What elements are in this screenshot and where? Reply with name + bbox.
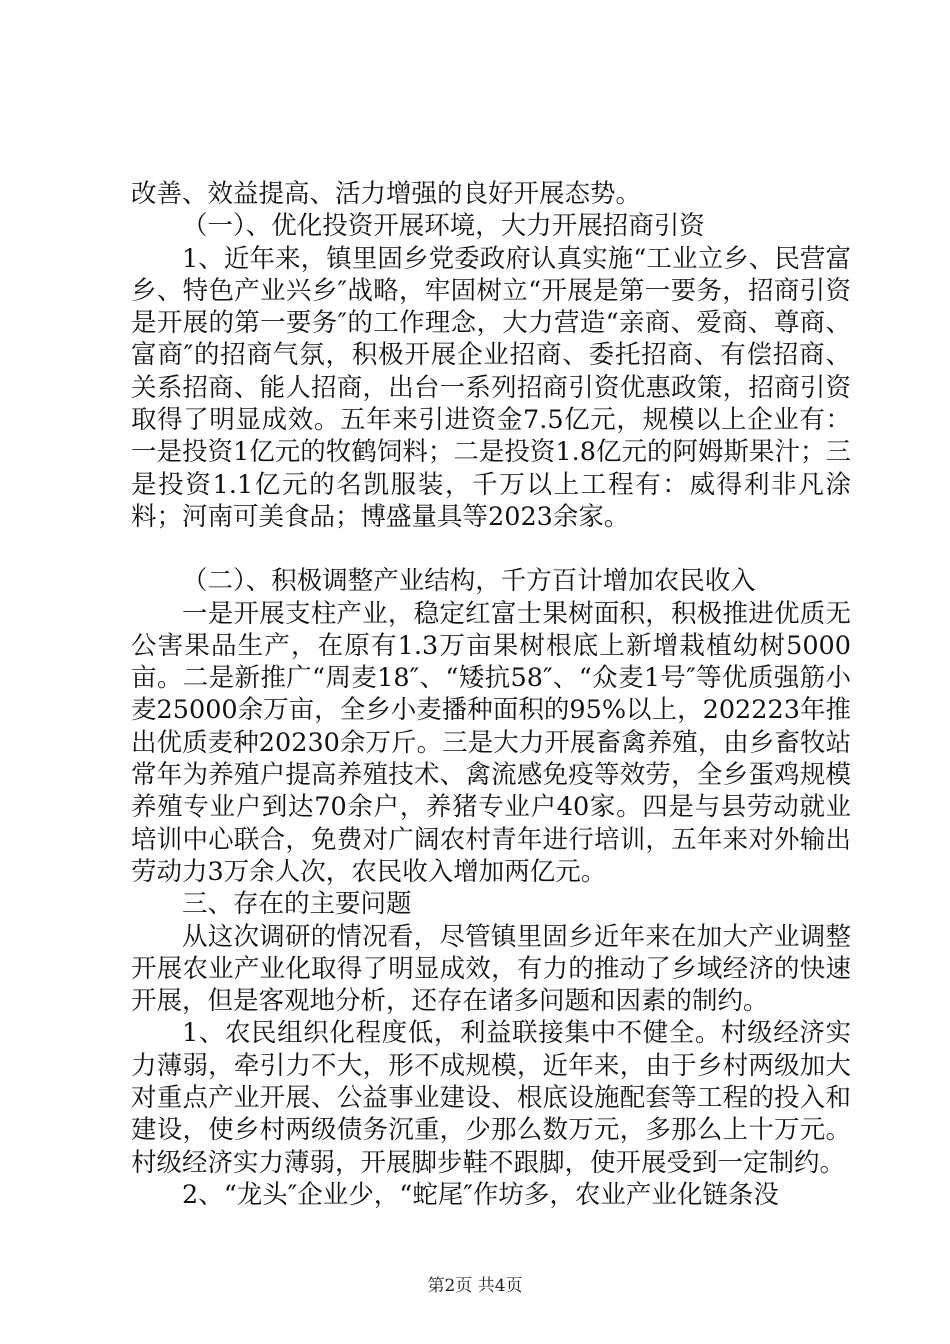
paragraph-problem-2: 2、“龙头″企业少，“蛇尾″作坊多，农业产业化链条没 <box>182 1179 779 1210</box>
section-heading-2: （二）、积极调整产业结构，千方百计增加农民收入 <box>182 566 756 597</box>
paragraph-industry: 一是开展支柱产业，稳定红富士果树面积，积极推进优质无公害果品生产，在原有1.3万亩果树根底上新增栽植幼树5000亩。二是新推广“周麦18″、“矮抗58″、“众麦1号″等优质强筋小麦25000余万亩，全乡小麦播种面积的95%以上，202223年推出优质麦种20230余万斤。三是大力开展畜禽养殖，由乡畜牧站常年为养殖户提高养殖技术、禽流感免疫等效劳，全乡蛋鸡规模养殖专业户到达70余户，养猪专业户40家。四是与县劳动就业培训中心联合，免费对广阔农村青年进行培训，五年来对外输出劳动力3万余人次，农民收入增加两亿元。 <box>131 598 851 887</box>
document-body <box>131 178 851 1211</box>
section-heading-3: 三、存在的主要问题 <box>182 889 412 920</box>
paragraph-problem-1: 1、农民组织化程度低，利益联接集中不健全。村级经济实力薄弱，牵引力不大，形不成规模，近年来，由于乡村两级加大对重点产业开展、公益事业建设、根底设施配套等工程的投入和建设，使乡村两级债务沉重，少那么数万元，多那么上十万元。村级经济实力薄弱，开展脚步鞋不跟脚，使开展受到一定制约。 <box>131 1018 851 1178</box>
paragraph-survey: 从这次调研的情况看，尽管镇里固乡近年来在加大产业调整开展农业产业化取得了明显成效，有力的推动了乡域经济的快速开展，但是客观地分析，还存在诸多问题和因素的制约。 <box>131 921 851 1017</box>
section-heading-1: （一）、优化投资开展环境，大力开展招商引资 <box>182 211 705 242</box>
paragraph-investment: 1、近年来，镇里固乡党委政府认真实施“工业立乡、民营富乡、特色产业兴乡″战略，牢固树立“开展是第一要务，招商引资是开展的第一要务″的工作理念，大力营造“亲商、爱商、尊商、富商″的招商气氛，积极开展企业招商、委托招商、有偿招商、关系招商、能人招商，出台一系列招商引资优惠政策，招商引资取得了明显成效。五年来引进资金7.5亿元，规模以上企业有：一是投资1亿元的牧鹤饲料；二是投资1.8亿元的阿姆斯果汁；三是投资1.1亿元的名凯服装，千万以上工程有：威得利非凡涂料；河南可美食品；博盛量具等2023余家。 <box>131 243 851 532</box>
paragraph-continuation: 改善、效益提高、活力增强的良好开展态势。 <box>131 179 642 209</box>
page-footer: 第2页 共4页 <box>427 1276 523 1296</box>
